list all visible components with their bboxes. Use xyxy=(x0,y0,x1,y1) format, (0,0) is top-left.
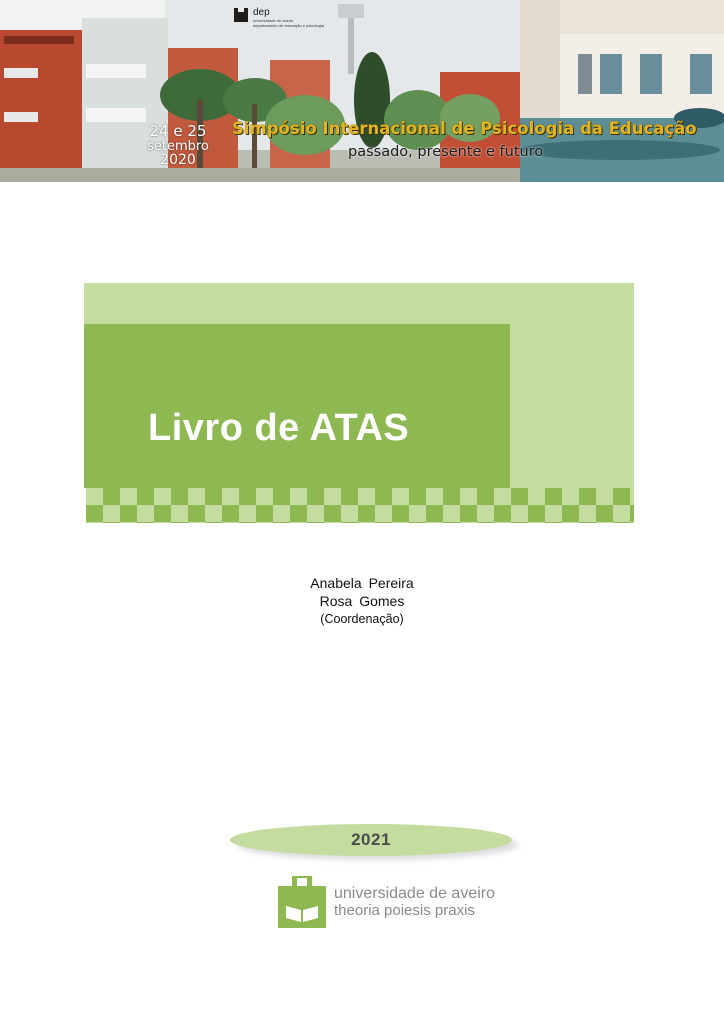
dep-logo xyxy=(234,8,324,28)
university-logo xyxy=(278,876,495,928)
event-month: setembro xyxy=(147,138,209,154)
ua-book-tower-icon xyxy=(278,876,326,928)
title-background-dark xyxy=(84,324,510,488)
year-pill xyxy=(230,824,512,856)
university-name: universidade de aveiro xyxy=(334,884,495,902)
ua-tower-icon xyxy=(234,8,248,22)
banner-photo xyxy=(0,0,724,182)
authors-block xyxy=(262,574,462,628)
authors-role: (Coordenação) xyxy=(320,612,404,626)
dep-university-line: universidade de aveiro xyxy=(253,18,294,23)
event-dates xyxy=(138,124,218,168)
university-motto: theoria poiesis praxis xyxy=(334,901,475,919)
event-days: 24 e 25 xyxy=(149,122,207,140)
event-year: 2020 xyxy=(160,152,196,169)
dep-department-line: departamento de educação e psicologia xyxy=(253,23,324,28)
publication-year: 2021 xyxy=(351,830,391,849)
author-name: Rosa Gomes xyxy=(319,593,405,609)
symposium-subtitle: passado, presente e futuro xyxy=(348,144,544,160)
symposium-title: Simpósio Internacional de Psicologia da Educação xyxy=(232,119,697,138)
author-name: Anabela Pereira xyxy=(310,575,414,591)
book-title: Livro de ATAS xyxy=(148,407,410,449)
dep-abbreviation: dep xyxy=(253,7,270,18)
checkerboard-band xyxy=(86,488,634,523)
